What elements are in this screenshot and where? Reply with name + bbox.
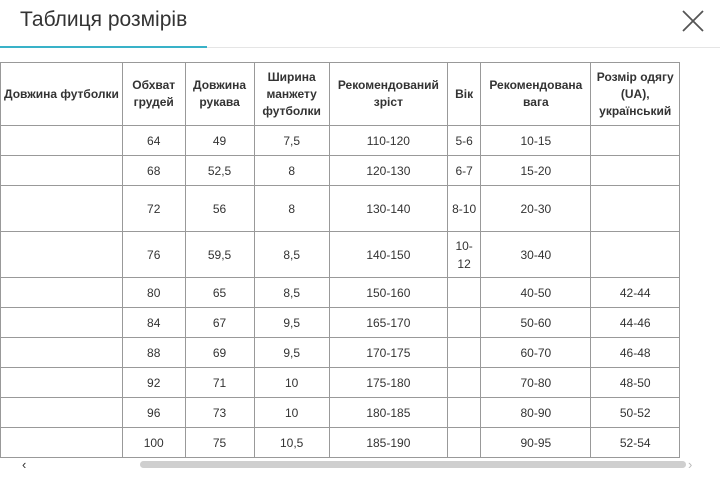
table-cell [1,338,123,368]
table-cell: 71 [185,368,254,398]
close-icon [680,8,706,34]
table-cell [1,186,123,232]
table-cell: 73 [185,398,254,428]
table-cell [1,308,123,338]
table-cell: 90-95 [481,428,591,458]
scroll-left-arrow[interactable]: ‹ [22,457,27,472]
table-cell: 80-90 [481,398,591,428]
table-cell: 170-175 [329,338,447,368]
header-cell: Розмір одягу (UA), український [591,63,680,126]
header-cell: Ширина манжету футболки [254,63,329,126]
table-cell: 72 [122,186,185,232]
table-cell: 5-6 [448,126,481,156]
table-cell: 8,5 [254,278,329,308]
table-cell: 67 [185,308,254,338]
table-cell: 7,5 [254,126,329,156]
table-cell: 68 [122,156,185,186]
table-cell: 10-12 [448,232,481,278]
header-cell: Довжина рукава [185,63,254,126]
table-cell [591,156,680,186]
table-row [1,156,680,186]
table-cell: 150-160 [329,278,447,308]
table-cell: 92 [122,368,185,398]
table-cell [448,398,481,428]
table-cell: 8 [254,156,329,186]
table-cell: 65 [185,278,254,308]
table-cell: 42-44 [591,278,680,308]
table-row [1,186,680,232]
title-underline [0,46,207,48]
table-cell: 165-170 [329,308,447,338]
table-cell: 8 [254,186,329,232]
table-row [1,308,680,338]
table-cell [591,126,680,156]
table-row [1,428,680,458]
table-cell: 185-190 [329,428,447,458]
table-cell: 96 [122,398,185,428]
table-cell: 10,5 [254,428,329,458]
table-cell: 140-150 [329,232,447,278]
header-cell: Вік [448,63,481,126]
table-cell: 59,5 [185,232,254,278]
table-cell [1,278,123,308]
scrollbar-thumb[interactable] [140,461,686,468]
table-cell [448,368,481,398]
table-cell: 80 [122,278,185,308]
table-cell: 56 [185,186,254,232]
table-cell: 8,5 [254,232,329,278]
table-cell: 48-50 [591,368,680,398]
table-cell [1,398,123,428]
table-cell: 50-60 [481,308,591,338]
table-cell: 49 [185,126,254,156]
table-cell [1,126,123,156]
table-row [1,338,680,368]
table-cell: 30-40 [481,232,591,278]
table-cell: 120-130 [329,156,447,186]
table-cell [1,428,123,458]
table-cell: 100 [122,428,185,458]
table-row [1,232,680,278]
table-cell: 20-30 [481,186,591,232]
dialog-header [0,0,720,48]
horizontal-scrollbar[interactable] [20,459,700,473]
table-cell: 10 [254,398,329,428]
table-cell [1,156,123,186]
close-button[interactable] [680,8,706,34]
table-cell: 8-10 [448,186,481,232]
table-cell: 46-48 [591,338,680,368]
table-cell [591,186,680,232]
header-cell [1,63,123,126]
header-cell: Рекомендована вага [481,63,591,126]
table-cell: 44-46 [591,308,680,338]
table-cell [448,308,481,338]
table-cell: 9,5 [254,338,329,368]
table-cell: 130-140 [329,186,447,232]
table-cell: 10-15 [481,126,591,156]
table-cell: 9,5 [254,308,329,338]
table-cell: 75 [185,428,254,458]
table-cell: 40-50 [481,278,591,308]
table-cell: 50-52 [591,398,680,428]
table-cell [448,338,481,368]
table-row [1,368,680,398]
table-row [1,398,680,428]
table-cell: 6-7 [448,156,481,186]
table-cell: 52-54 [591,428,680,458]
scrollbar-track[interactable] [140,461,686,468]
table-row [1,278,680,308]
table-row [1,126,680,156]
table-cell: 70-80 [481,368,591,398]
header-cell: Обхват грудей [122,63,185,126]
table-cell: 180-185 [329,398,447,428]
size-table [0,62,680,458]
table-cell [448,428,481,458]
table-cell: 52,5 [185,156,254,186]
table-cell: 175-180 [329,368,447,398]
table-scroll-area[interactable] [4,62,700,459]
table-cell [448,278,481,308]
scroll-right-arrow[interactable]: › [688,457,693,472]
table-cell: 64 [122,126,185,156]
header-cell-text: Довжина футболки [4,86,119,101]
table-header-row [1,63,680,126]
table-cell: 76 [122,232,185,278]
table-cell: 110-120 [329,126,447,156]
table-cell: 15-20 [481,156,591,186]
table-cell [591,232,680,278]
table-cell: 84 [122,308,185,338]
table-cell: 10 [254,368,329,398]
table-cell: 69 [185,338,254,368]
dialog-title: Таблиця розмірів [20,8,188,31]
table-cell [1,368,123,398]
table-cell: 60-70 [481,338,591,368]
table-cell: 88 [122,338,185,368]
header-cell: Рекомендований зріст [329,63,447,126]
table-cell [1,232,123,278]
